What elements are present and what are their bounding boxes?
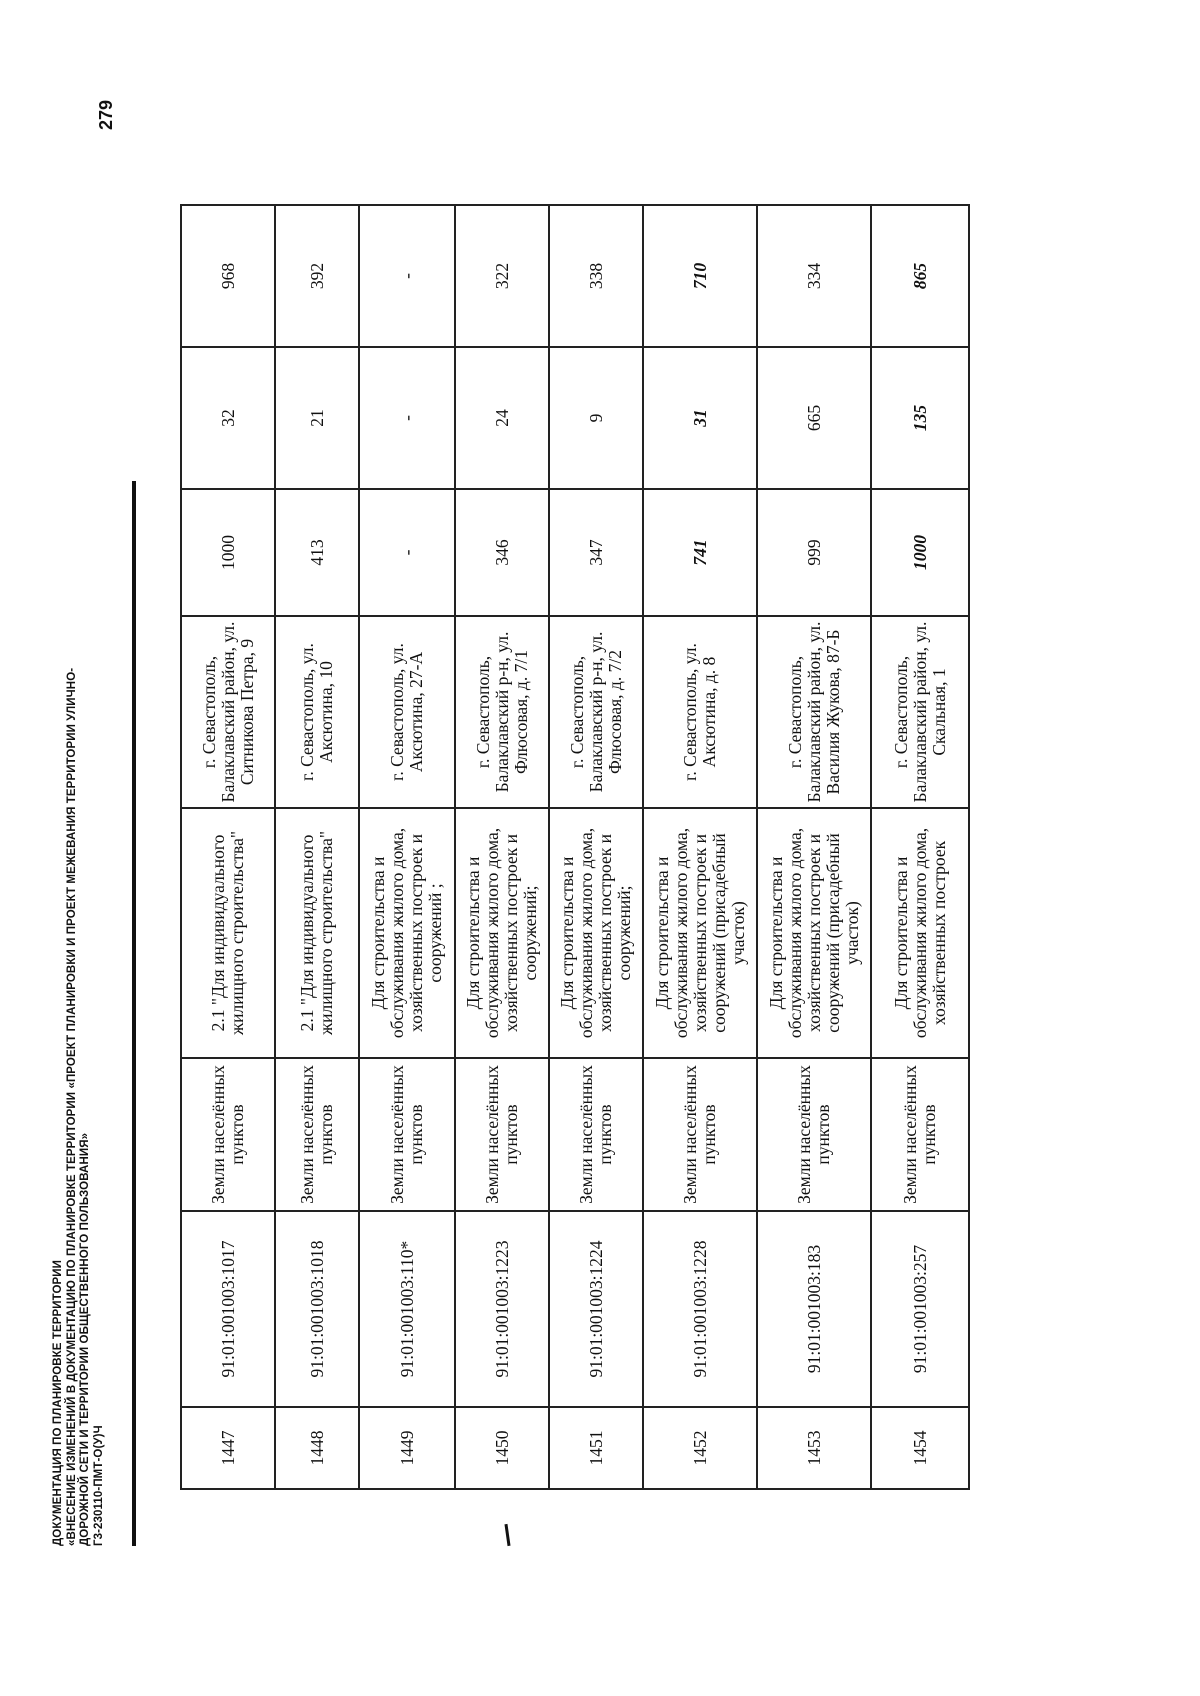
area-value-2-cell (549, 347, 643, 489)
header-line-3: ДОРОЖНОЙ СЕТИ И ТЕРРИТОРИИ ОБЩЕСТВЕННОГО ПОЛЬЗОВАНИЯ» (79, 1132, 91, 1546)
row-number: 1454 (909, 1430, 930, 1466)
area-value-3: - (396, 273, 417, 279)
land-category-cell (549, 1058, 643, 1211)
row-number-cell (549, 1407, 643, 1489)
row-number: 1448 (306, 1430, 327, 1466)
land-category: Земли населённых пунктов (387, 1065, 426, 1204)
row-number-cell (757, 1407, 871, 1489)
land-category-cell (871, 1058, 969, 1211)
address-cell (549, 616, 643, 808)
cadastral-number: 91:01:001003:1017 (217, 1240, 238, 1378)
table-row (455, 205, 549, 1489)
address-cell (757, 616, 871, 808)
area-value-2-cell (181, 347, 275, 489)
row-number-cell (455, 1407, 549, 1489)
area-value-2: 135 (909, 404, 930, 432)
document-header (52, 396, 106, 1546)
area-value-1-cell (359, 489, 455, 616)
land-category-cell (275, 1058, 359, 1211)
area-value-2-cell (455, 347, 549, 489)
area-value-1: 413 (306, 539, 327, 566)
area-value-2: 9 (585, 413, 606, 423)
address: г. Севастополь, ул. Аксютина, 27-А (387, 643, 426, 781)
address-cell (181, 616, 275, 808)
area-value-1-cell (871, 489, 969, 616)
cadastral-number: 91:01:001003:110* (396, 1240, 417, 1378)
table-row (871, 205, 969, 1489)
cadastral-number: 91:01:001003:183 (803, 1244, 824, 1374)
cadastral-number-cell (643, 1211, 757, 1407)
address: г. Севастополь, ул. Аксютина, 10 (297, 643, 336, 781)
area-value-2: 32 (217, 409, 238, 427)
address: г. Севастополь, Балаклавский район, ул. Василия Жукова, 87-Б (784, 621, 843, 803)
cadastral-number-cell (275, 1211, 359, 1407)
address-cell (275, 616, 359, 808)
header-line-4: Г3-230110-ПМТ-О(У)Ч (92, 1425, 105, 1546)
land-category-cell (455, 1058, 549, 1211)
permitted-use-cell (549, 808, 643, 1058)
table-row (359, 205, 455, 1489)
area-value-3-cell (757, 205, 871, 347)
permitted-use: 2.1 "Для индивидуального жилищного строительства" (208, 831, 247, 1035)
table-body (181, 205, 969, 1489)
cadastral-number-cell (181, 1211, 275, 1407)
area-value-2-cell (643, 347, 757, 489)
area-value-1-cell (643, 489, 757, 616)
area-value-1-cell (275, 489, 359, 616)
area-value-3: 338 (585, 262, 606, 290)
permitted-use: Для строительства и обслуживания жилого дома, хозяйственных построек и сооружений ; (368, 827, 445, 1039)
area-value-3-cell (871, 205, 969, 347)
row-number-cell (871, 1407, 969, 1489)
land-category: Земли населённых пунктов (297, 1065, 336, 1204)
header-line-1: ДОКУМЕНТАЦИЯ ПО ПЛАНИРОВКЕ ТЕРРИТОРИИ (52, 1259, 64, 1546)
area-value-1: 346 (491, 539, 512, 566)
address: г. Севастополь, Балаклавский район, ул. Ситникова Петра, 9 (198, 621, 257, 803)
permitted-use-cell (643, 808, 757, 1058)
cadastral-number-cell (549, 1211, 643, 1407)
row-number: 1447 (217, 1430, 238, 1466)
land-category-cell (359, 1058, 455, 1211)
address-cell (871, 616, 969, 808)
permitted-use: Для строительства и обслуживания жилого дома, хозяйственных построек (890, 827, 949, 1039)
cadastral-number-cell (359, 1211, 455, 1407)
permitted-use-cell (359, 808, 455, 1058)
area-value-1: 1000 (909, 535, 930, 570)
row-number: 1450 (491, 1430, 512, 1466)
row-number: 1451 (585, 1430, 606, 1466)
area-value-2: 21 (306, 409, 327, 427)
cadastral-number: 91:01:001003:1223 (491, 1240, 512, 1378)
area-value-3: 865 (909, 262, 930, 290)
row-number-cell (181, 1407, 275, 1489)
area-value-1: - (396, 549, 417, 556)
area-value-2-cell (359, 347, 455, 489)
cadastral-number-cell (455, 1211, 549, 1407)
area-value-3: 710 (689, 262, 710, 290)
table-row (643, 205, 757, 1489)
area-value-3-cell (359, 205, 455, 347)
permitted-use-cell (181, 808, 275, 1058)
permitted-use: Для строительства и обслуживания жилого дома, хозяйственных построек и сооружений; (557, 827, 634, 1039)
address-cell (643, 616, 757, 808)
address-cell (455, 616, 549, 808)
area-value-3: 392 (306, 262, 327, 290)
area-value-1: 999 (803, 539, 824, 566)
area-value-3: 334 (803, 262, 824, 290)
cadastral-number: 91:01:001003:1224 (585, 1240, 606, 1378)
area-value-3: 968 (217, 262, 238, 290)
land-category: Земли населённых пунктов (576, 1065, 615, 1204)
page-number: 279 (96, 99, 116, 130)
land-category: Земли населённых пунктов (794, 1065, 833, 1204)
area-value-3-cell (455, 205, 549, 347)
cadastral-number-cell (757, 1211, 871, 1407)
area-value-2-cell (871, 347, 969, 489)
address: г. Севастополь, Балаклавский р-н, ул. Флюсовая, д. 7/2 (566, 631, 625, 793)
permitted-use: Для строительства и обслуживания жилого дома, хозяйственных построек и сооружений (присадебный участок) (651, 827, 748, 1039)
row-number-cell (275, 1407, 359, 1489)
area-value-2: - (396, 415, 417, 421)
header-divider (132, 481, 136, 1546)
land-category-cell (181, 1058, 275, 1211)
table-row (181, 205, 275, 1489)
row-number-cell (359, 1407, 455, 1489)
permitted-use-cell (275, 808, 359, 1058)
land-category: Земли населённых пунктов (680, 1065, 719, 1204)
address: г. Севастополь, ул. Аксютина, д. 8 (680, 643, 719, 781)
cadastral-number: 91:01:001003:1228 (689, 1240, 710, 1378)
area-value-1-cell (549, 489, 643, 616)
area-value-3-cell (275, 205, 359, 347)
address: г. Севастополь, Балаклавский р-н, ул. Флюсовая, д. 7/1 (472, 631, 531, 793)
address-cell (359, 616, 455, 808)
permitted-use-cell (871, 808, 969, 1058)
area-value-2: 665 (803, 404, 824, 432)
area-value-1: 1000 (217, 535, 238, 570)
area-value-3-cell (549, 205, 643, 347)
land-category: Земли населённых пунктов (482, 1065, 521, 1204)
cadastral-number-cell (871, 1211, 969, 1407)
area-value-1-cell (757, 489, 871, 616)
area-value-3-cell (643, 205, 757, 347)
cadastral-number: 91:01:001003:257 (909, 1244, 930, 1374)
table-row (275, 205, 359, 1489)
address: г. Севастополь, Балаклавский район, ул. Скальная, 1 (890, 621, 949, 803)
area-value-3-cell (181, 205, 275, 347)
area-value-2-cell (757, 347, 871, 489)
cadastral-number: 91:01:001003:1018 (306, 1240, 327, 1378)
row-number: 1453 (803, 1430, 824, 1466)
area-value-3: 322 (491, 262, 512, 290)
land-category: Земли населённых пунктов (208, 1065, 247, 1204)
area-value-1-cell (181, 489, 275, 616)
margin-mark (504, 1524, 510, 1546)
area-value-1: 347 (585, 539, 606, 566)
permitted-use: Для строительства и обслуживания жилого дома, хозяйственных построек и сооружений; (463, 827, 540, 1039)
permitted-use: 2.1 "Для индивидуального жилищного строительства" (297, 831, 336, 1035)
area-value-1: 741 (689, 539, 710, 566)
row-number: 1452 (689, 1430, 710, 1466)
land-category-cell (757, 1058, 871, 1211)
permitted-use-cell (757, 808, 871, 1058)
table-row (549, 205, 643, 1489)
land-plots-table (180, 204, 970, 1490)
permitted-use-cell (455, 808, 549, 1058)
area-value-2-cell (275, 347, 359, 489)
row-number-cell (643, 1407, 757, 1489)
land-category: Земли населённых пунктов (900, 1065, 939, 1204)
row-number: 1449 (396, 1430, 417, 1466)
permitted-use: Для строительства и обслуживания жилого дома, хозяйственных построек и сооружений (присадебный участок) (765, 827, 862, 1039)
area-value-2: 24 (491, 409, 512, 427)
area-value-2: 31 (689, 409, 710, 427)
land-category-cell (643, 1058, 757, 1211)
table-row (757, 205, 871, 1489)
area-value-1-cell (455, 489, 549, 616)
header-line-2: «ВНЕСЕНИЕ ИЗМЕНЕНИЙ В ДОКУМЕНТАЦИЮ ПО ПЛАНИРОВКЕ ТЕРРИТОРИИ «ПРОЕКТ ПЛАНИРОВКИ И ПРОЕКТ МЕЖЕВАНИЯ ТЕРРИТОРИИ УЛИЧНО- (65, 667, 78, 1546)
